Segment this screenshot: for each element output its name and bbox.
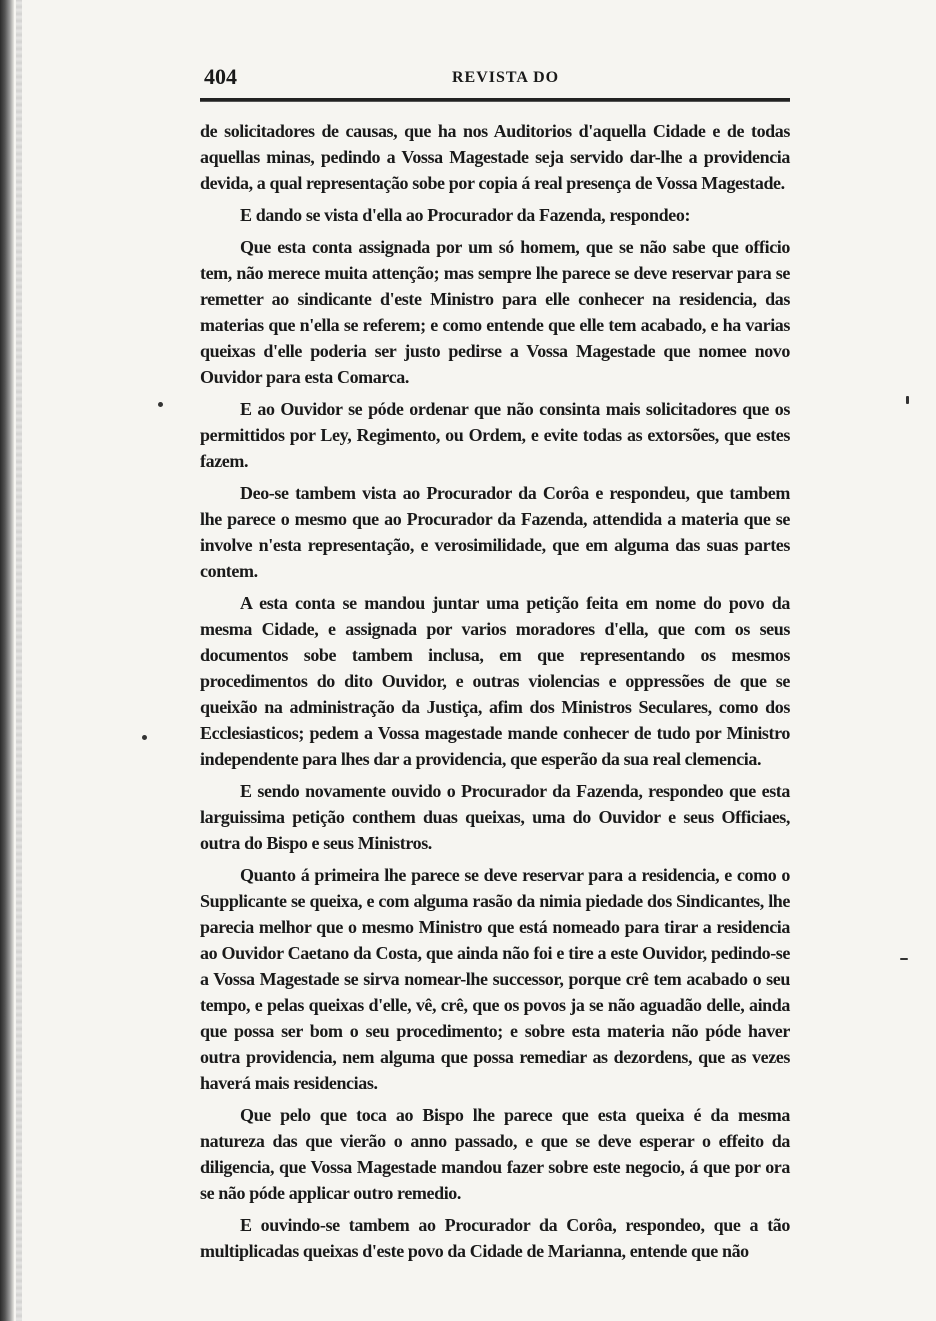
paragraph: E ao Ouvidor se póde ordenar que não consinta mais solicitadores que os permittidos por Ley, Regimento, ou Ordem, e evite todas as extorsões, que estes fazem. — [200, 399, 790, 471]
margin-speck — [906, 396, 909, 404]
paragraph: E sendo novamente ouvido o Procurador da Fazenda, respondeo que esta larguissima petição conthem duas queixas, uma do Ouvidor e seus Officiaes, outra do Bispo e seus Ministros. — [200, 781, 790, 853]
margin-speck — [142, 735, 147, 740]
paragraph: Que pelo que toca ao Bispo lhe parece que esta queixa é da mesma natureza das que vierão o anno passado, e que se deve esperar o effeito da diligencia, que Vossa Magestade mandou fazer sobre este negocio, á que por ora se não póde applicar outro remedio. — [200, 1105, 790, 1203]
paragraph: Que esta conta assignada por um só homem, que se não sabe que officio tem, não merece muita attenção; mas sempre lhe parece se deve reservar para se remetter ao sindicante d'este Ministro para elle conhecer na residencia, das materias que n'ella se referem; e como entende que elle tem acabado, e ha varias queixas d'elle poderia ser justo pedirse a Vossa Magestade que nomee novo Ouvidor para esta Comarca. — [200, 237, 790, 387]
paragraph: A esta conta se mandou juntar uma petição feita em nome do povo da mesma Cidade, e assignada por varios moradores d'ella, que com os seus documentos sobe tambem inclusa, em que representando os mesmos procedimentos do dito Ouvidor, e outras violencias e oppressões de que se queixão na administração da Justiça, afim dos Ministros Seculares, como dos Ecclesiasticos; pedem a Vossa magestade mande conhecer de tudo por Ministro independente para lhes dar a providencia, que esperão da sua real clemencia. — [200, 593, 790, 769]
page-binding-edge — [0, 0, 14, 1321]
page-number: 404 — [204, 64, 237, 89]
paragraph: E dando se vista d'ella ao Procurador da Fazenda, respondeo: — [240, 205, 691, 225]
paragraph: de solicitadores de causas, que ha nos Auditorios d'aquella Cidade e de todas aquellas minas, pedindo a Vossa Magestade seja servido dar-lhe a providencia devida, a qual representação sobe por copia á real presença de Vossa Magestade. — [200, 121, 790, 193]
header-rule — [200, 98, 790, 102]
page-header — [204, 64, 788, 88]
body-text — [200, 118, 790, 1270]
paragraph: Deo-se tambem vista ao Procurador da Corôa e respondeu, que tambem lhe parece o mesmo que ao Procurador da Fazenda, attendida a materia que se involve n'esta representação, e verosimilidade, que em alguma das suas partes contem. — [200, 483, 790, 581]
page-binding-shadow — [16, 0, 22, 1321]
paragraph: Quanto á primeira lhe parece se deve reservar para a residencia, e como o Supplicante se queixa, e com alguma rasão da nimia piedade dos Sindicantes, lhe parecia melhor que o mesmo Ministro que está nomeado para tirar a residencia ao Ouvidor Caetano da Costa, que ainda não foi e tire a este Ouvidor, pedindo-se a Vossa Magestade se sirva nomear-lhe successor, porque crê tem acabado o seu tempo, e pelas queixas d'elle, vê, crê, que os povos ja se não aguadão delle, ainda que possa ser bom o seu procedimento; e sobre esta materia não póde haver outra providencia, nem alguma que possa remediar as dezordens, que as vezes haverá mais residencias. — [200, 865, 790, 1093]
margin-speck — [158, 402, 163, 407]
margin-speck — [900, 958, 908, 960]
paragraph: E ouvindo-se tambem ao Procurador da Corôa, respondeo, que a tão multiplicadas queixas d'este povo da Cidade de Marianna, entende que não — [200, 1215, 790, 1261]
running-head: REVISTA DO — [452, 69, 560, 86]
